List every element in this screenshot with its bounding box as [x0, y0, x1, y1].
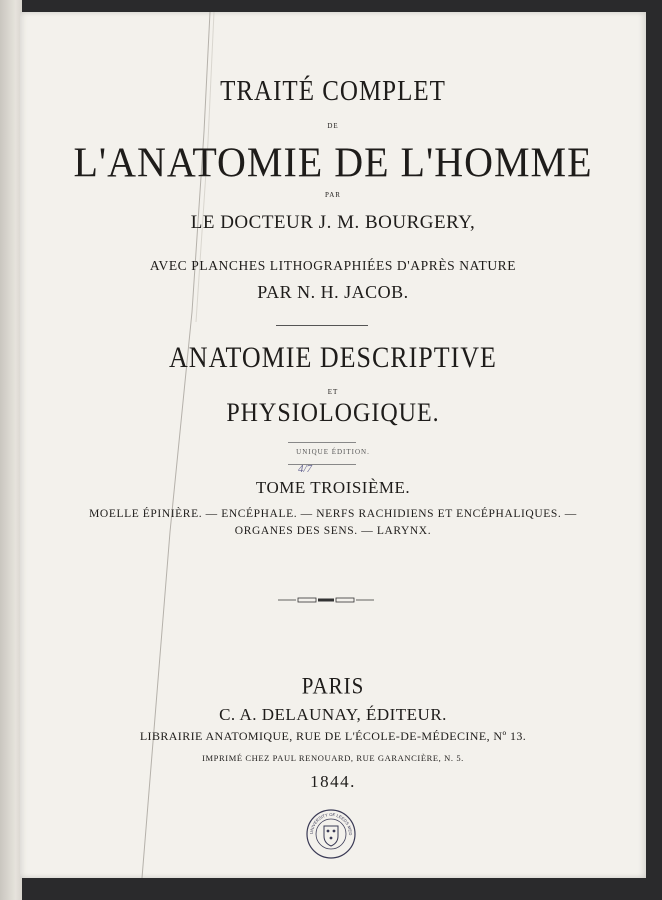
by-label: PAR	[325, 191, 341, 199]
author-line: LE DOCTEUR J. M. BOURGERY,	[190, 212, 476, 233]
publisher-line: C. A. DELAUNAY, ÉDITEUR.	[219, 705, 447, 724]
handwritten-note: 4/7	[298, 463, 313, 475]
library-stamp	[305, 808, 357, 860]
subtitle-line-1: ANATOMIE DESCRIPTIVE	[169, 341, 497, 374]
title-page	[20, 12, 646, 878]
city-line: PARIS	[301, 672, 365, 700]
title-line-2: L'ANATOMIE DE L'HOMME	[73, 138, 593, 187]
subtitle-line-2: PHYSIOLOGIQUE.	[226, 398, 440, 428]
contents-line-1: MOELLE ÉPINIÈRE. — ENCÉPHALE. — NERFS RACHIDIENS ET ENCÉPHALIQUES. —	[89, 508, 577, 520]
contents-line-2: ORGANES DES SENS. — LARYNX.	[234, 525, 432, 537]
facing-page-edge	[0, 0, 22, 900]
volume-line: TOME TROISIÈME.	[255, 478, 411, 497]
stamp-text: UNIVERSITY OF LEEDS MED	[308, 811, 354, 836]
subtitle-et: ET	[327, 388, 339, 396]
ornament-divider	[278, 597, 374, 603]
plates-line: AVEC PLANCHES LITHOGRAPHIÉES D'APRÈS NATURE	[149, 258, 517, 273]
title-line-1: TRAITÉ COMPLET	[220, 75, 446, 107]
edition-line: UNIQUE ÉDITION.	[296, 448, 370, 456]
title-de: DE	[327, 122, 339, 130]
illustrator-line: PAR N. H. JACOB.	[257, 282, 409, 302]
year-line: 1844.	[310, 772, 356, 791]
edition-rule-top	[288, 442, 356, 443]
divider-rule	[276, 325, 368, 326]
address-line: LIBRAIRIE ANATOMIQUE, RUE DE L'ÉCOLE-DE-MÉDECINE, Nº 13.	[139, 729, 527, 743]
printer-line: IMPRIMÉ CHEZ PAUL RENOUARD, RUE GARANCIÈRE, N. 5.	[202, 753, 464, 763]
